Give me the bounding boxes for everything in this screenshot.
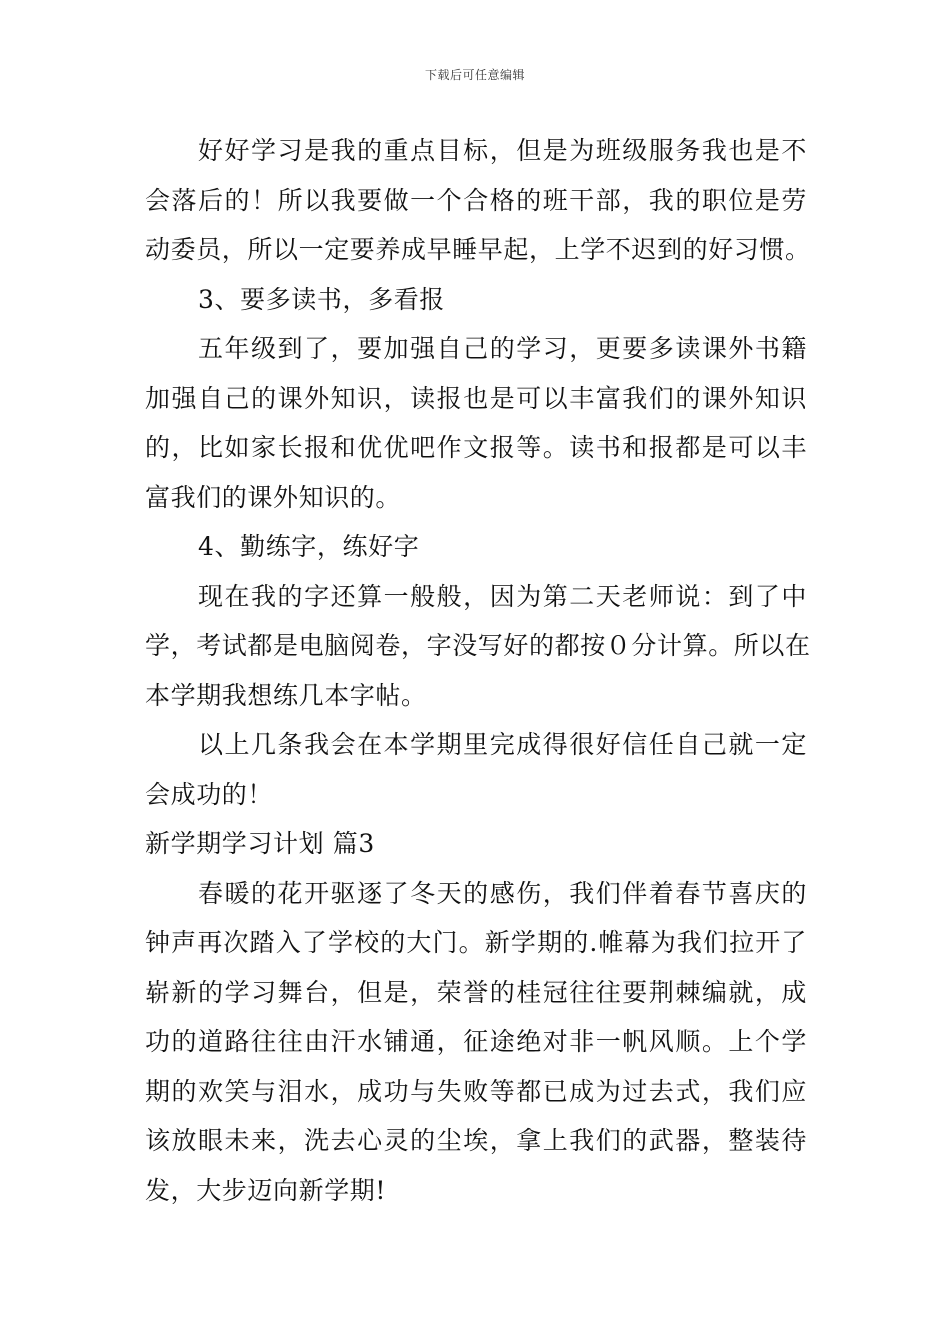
paragraph-line: 功的道路往往由汗水铺通，征途绝对非一帆风顺。上个学 <box>145 1027 807 1056</box>
paragraph-line: 现在我的字还算一般般，因为第二天老师说：到了中 <box>198 581 807 611</box>
header-note: 下载后可任意编辑 <box>424 68 525 82</box>
paragraph-line: 好好学习是我的重点目标，但是为班级服务我也是不 <box>198 136 807 165</box>
article-title: 新学期学习计划 篇3 <box>145 829 375 858</box>
paragraph-line: 会成功的！ <box>145 779 274 809</box>
paragraph-line: 期的欢笑与泪水，成功与失败等都已成为过去式，我们应 <box>145 1076 807 1106</box>
paragraph-line: 学，考试都是电脑阅卷，字没写好的都按０分计算。所以在 <box>145 631 811 660</box>
paragraph-line: 春暖的花开驱逐了冬天的感伤，我们伴着春节喜庆的 <box>198 878 807 908</box>
paragraph-line: 本学期我想练几本字帖。 <box>145 680 427 710</box>
paragraph-line: 动委员，所以一定要养成早睡早起，上学不迟到的好习惯。 <box>145 235 811 264</box>
paragraph-line: 该放眼未来，洗去心灵的尘埃，拿上我们的武器，整装待 <box>145 1126 807 1155</box>
paragraph-line: 的，比如家长报和优优吧作文报等。读书和报都是可以丰 <box>145 433 807 462</box>
paragraph-line: 会落后的！所以我要做一个合格的班干部，我的职位是劳 <box>145 185 807 215</box>
section-heading: 3、要多读书，多看报 <box>198 284 445 314</box>
paragraph-line: 加强自己的课外知识，读报也是可以丰富我们的课外知识 <box>145 383 807 413</box>
paragraph-line: 富我们的课外知识的。 <box>145 482 402 512</box>
paragraph-line: 以上几条我会在本学期里完成得很好信任自己就一定 <box>198 730 807 759</box>
body-text <box>145 126 811 1215</box>
paragraph-line: 发，大步迈向新学期! <box>145 1175 387 1205</box>
paragraph-line: 钟声再次踏入了学校的大门。新学期的.帷幕为我们拉开了 <box>145 928 807 957</box>
paragraph-line: 五年级到了，要加强自己的学习，更要多读课外书籍 <box>198 334 807 363</box>
paragraph-line: 崭新的学习舞台，但是，荣誉的桂冠往往要荆棘编就，成 <box>145 977 807 1007</box>
section-heading: 4、勤练字，练好字 <box>198 532 420 561</box>
